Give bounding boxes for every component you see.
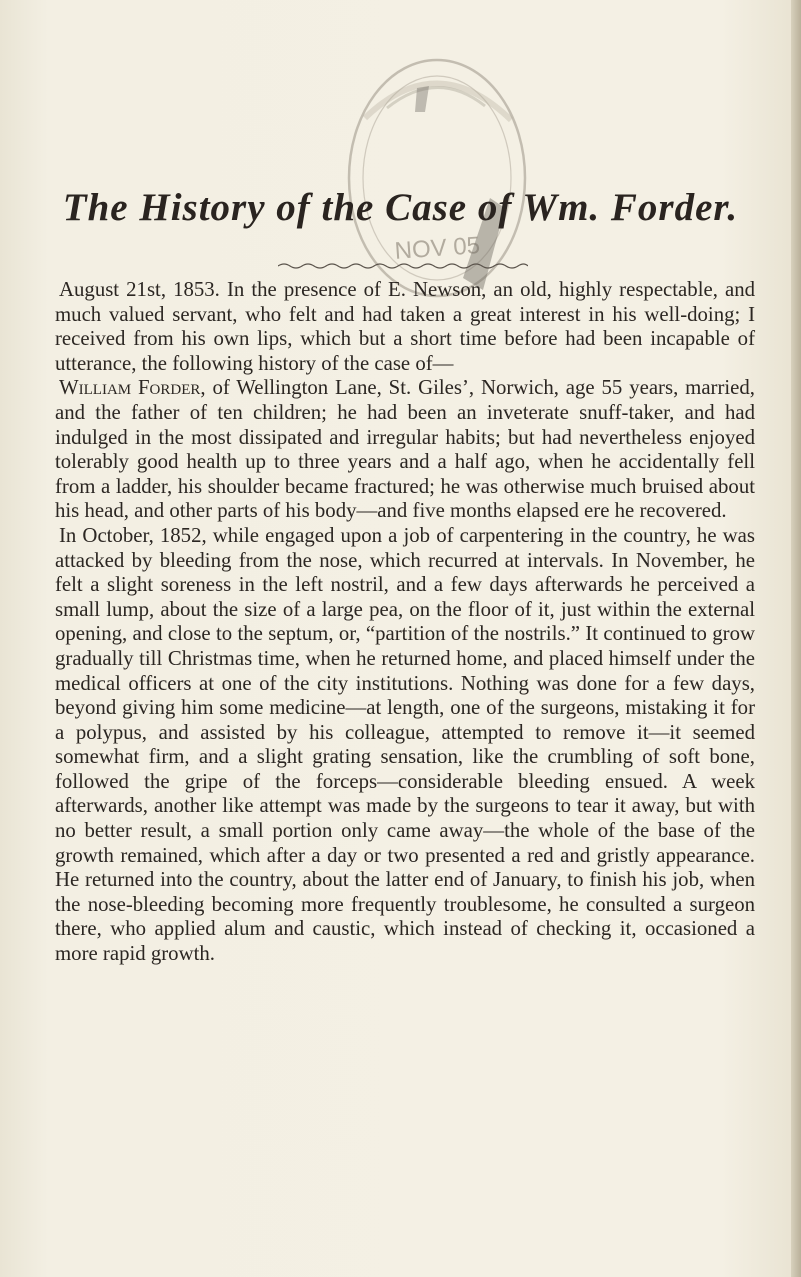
page-title: The History of the Case of Wm. Forder. bbox=[62, 186, 739, 229]
paragraph-1 bbox=[55, 278, 755, 376]
patient-name: William Forder bbox=[59, 376, 201, 400]
paragraph-2-text: , of Wellington Lane, St. Giles’, Norwich, age 55 years, married, and the father of ten children; he had been an inveterate snuff-taker, and had indulged in the most dissipated and irregular habits; but had nevertheless enjoyed tolerably good health up to three years and a half ago, when he accidentally fell from a ladder, his shoulder became fractured; he was otherwise much bruised about his head, and other parts of his body—and five months elapsed ere he recovered. bbox=[55, 376, 756, 523]
case-history-text bbox=[55, 278, 755, 967]
paragraph-2 bbox=[55, 376, 755, 524]
title-underline bbox=[278, 262, 528, 270]
stamp-date: NOV 05 bbox=[393, 232, 481, 265]
paragraph-3 bbox=[55, 524, 755, 967]
paragraph-1-text: August 21st, 1853. In the presence of E. Newson, an old, highly respectable, and much valued servant, who felt and had taken a great interest in his well-doing; I received from his own lips, which but a short time before had been incapable of utterance, the following history of the case of— bbox=[55, 278, 755, 375]
paragraph-3-text: In October, 1852, while engaged upon a job of carpentering in the country, he was attacked by bleeding from the nose, which recurred at intervals. In November, he felt a slight soreness in the left nostril, and a few days afterwards he perceived a small lump, about the size of a large pea, on the floor of it, just within the external opening, and close to the septum, or, “partition of the nostrils.” It continued to grow gradually till Christmas time, when he returned home, and placed himself under the medical officers at one of the city institutions. Nothing was done for a few days, beyond giving him some medicine—at length, one of the surgeons, mistaking it for a polypus, and assisted by his colleague, attempted to remove it—it seemed somewhat firm, and a slight grating sensation, like the crumbling of soft bone, followed the gripe of the forceps—considerable bleeding ensued. A week afterwards, another like attempt was made by the surgeons to tear it away, but with no better result, a small portion only came away—the whole of the base of the growth remained, which after a day or two presented a red and gristly appearance. He returned into the country, about the latter end of January, to finish his job, when the nose-bleeding becoming more frequently troublesome, he consulted a surgeon there, who applied alum and caustic, which instead of checking it, occasioned a more rapid growth. bbox=[55, 523, 755, 966]
